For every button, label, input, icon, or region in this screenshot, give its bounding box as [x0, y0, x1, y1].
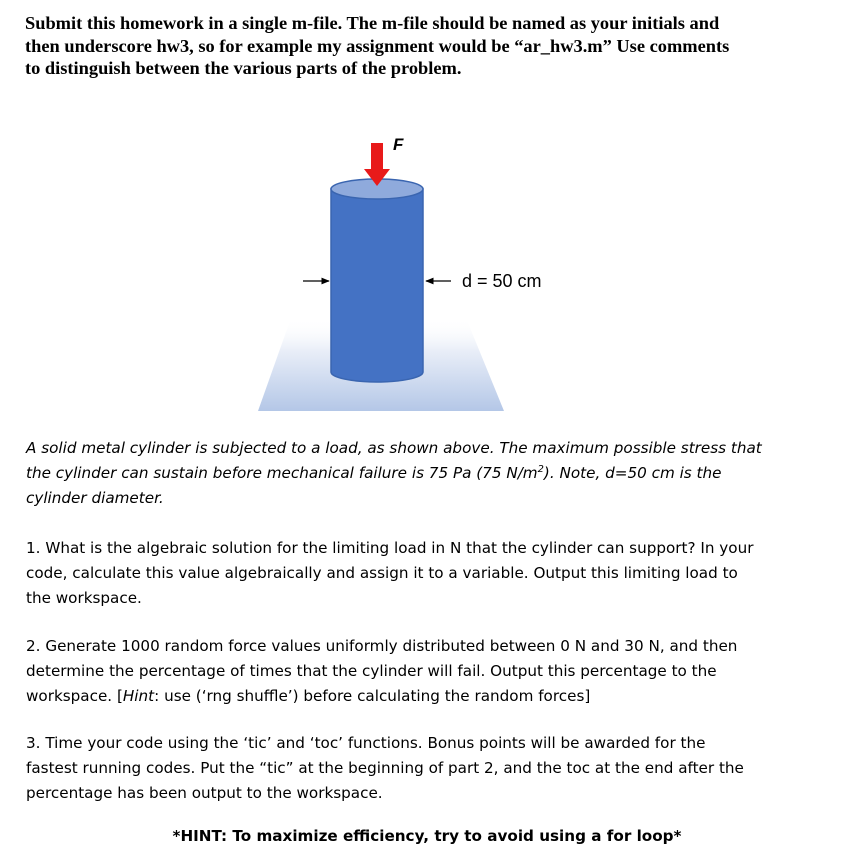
- question-3: [26, 731, 826, 806]
- description-line-1: A solid metal cylinder is subjected to a load, as shown above. The maximum possible stress that: [26, 439, 762, 457]
- description-line-2: [26, 461, 826, 486]
- force-label: F: [393, 135, 404, 154]
- instructions-line-3: to distinguish between the various parts of the problem.: [25, 58, 462, 78]
- question-1-line-1: 1. What is the algebraic solution for the limiting load in N that the cylinder can support? In your: [26, 539, 754, 557]
- question-1-line-2: code, calculate this value algebraically and assign it to a variable. Output this limiting load to: [26, 564, 738, 582]
- question-1-line-3: the workspace.: [26, 589, 142, 607]
- question-2-line-3: [26, 684, 826, 709]
- question-2-line-3a: workspace. [: [26, 687, 123, 705]
- exponent: 2: [537, 463, 544, 475]
- question-2-line-1: 2. Generate 1000 random force values uniformly distributed between 0 N and 30 N, and then: [26, 637, 738, 655]
- question-2: [26, 634, 826, 709]
- question-3-line-2: fastest running codes. Put the “tic” at the beginning of part 2, and the toc at the end after the: [26, 759, 744, 777]
- description-line-2a: the cylinder can sustain before mechanical failure is 75 Pa (75 N/m: [26, 464, 538, 482]
- question-3-line-1: 3. Time your code using the ‘tic’ and ‘toc’ functions. Bonus points will be awarded for the: [26, 734, 706, 752]
- description-line-3: cylinder diameter.: [26, 489, 164, 507]
- question-2-line-2: determine the percentage of times that the cylinder will fail. Output this percentage to the: [26, 662, 717, 680]
- instructions-line-2: then underscore hw3, so for example my assignment would be “ar_hw3.m” Use comments: [25, 35, 730, 56]
- cylinder-diagram: [0, 0, 854, 430]
- question-2-line-3b: : use (‘rng shuffle’) before calculating the random forces]: [154, 687, 591, 705]
- problem-description: [26, 436, 826, 511]
- efficiency-hint: *HINT: To maximize efficiency, try to avoid using a for loop*: [172, 827, 682, 845]
- question-3-line-3: percentage has been output to the workspace.: [26, 784, 383, 802]
- hint-word: Hint: [122, 687, 155, 705]
- instructions-line-1: Submit this homework in a single m-file. The m-file should be named as your initials and: [25, 13, 720, 33]
- cylinder-body: [331, 189, 423, 382]
- diameter-label: d = 50 cm: [462, 271, 542, 291]
- question-1: [26, 536, 826, 611]
- description-line-2b: ). Note, d=50 cm is the: [543, 464, 722, 482]
